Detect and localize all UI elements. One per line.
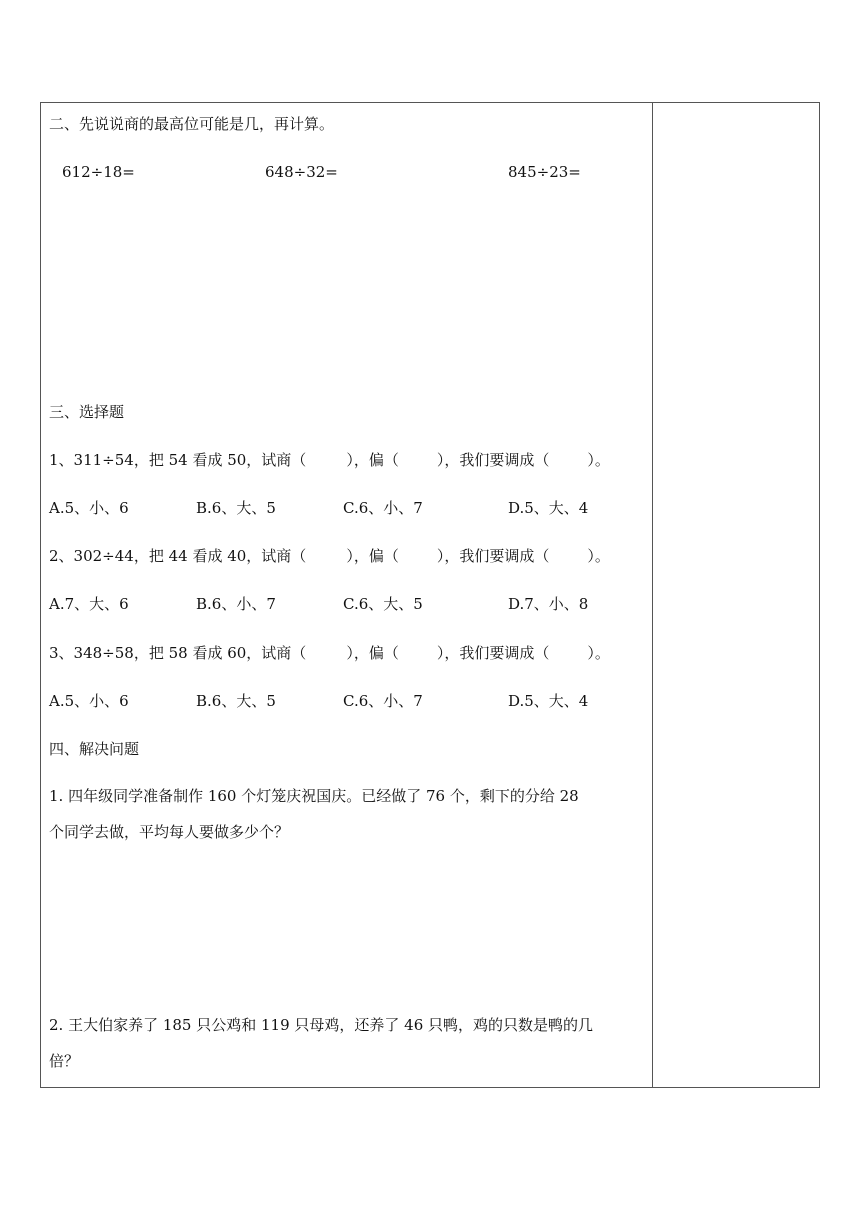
option-b: B.6、大、5 (196, 692, 276, 710)
question-stem-part: 1、311÷54，把 54 看成 50，试商（ (49, 451, 307, 469)
option-c: C.6、小、7 (343, 692, 423, 710)
option-b: B.6、大、5 (196, 499, 276, 517)
division-problem: 648÷32= (265, 163, 338, 181)
option-c: C.6、大、5 (343, 595, 423, 613)
side-notes-cell (654, 103, 819, 1087)
question-stem-part: ），我们要调成（ (436, 644, 550, 662)
question-stem-part: ）。 (587, 644, 610, 662)
question-stem-part: 3、348÷58，把 58 看成 60，试商（ (49, 644, 307, 662)
section-2-heading: 二、先说说商的最高位可能是几，再计算。 (49, 115, 335, 133)
word-problem-1-line-2: 个同学去做，平均每人要做多少个？ (49, 823, 290, 841)
option-d: D.5、大、4 (508, 499, 589, 517)
option-d: D.7、小、8 (508, 595, 589, 613)
option-a: A.5、小、6 (49, 692, 129, 710)
section-3-heading: 三、选择题 (49, 403, 125, 421)
question-stem-part: ）。 (587, 547, 610, 565)
question-stem-part: ），偏（ (346, 644, 399, 662)
choice-question-1 (49, 450, 610, 470)
division-problem: 845÷23= (508, 163, 581, 181)
word-problem-2-line-1: 2. 王大伯家养了 185 只公鸡和 119 只母鸡，还养了 46 只鸭，鸡的只数是鸭的几 (49, 1016, 594, 1034)
question-stem-part: 2、302÷44，把 44 看成 40，试商（ (49, 547, 307, 565)
option-c: C.6、小、7 (343, 499, 423, 517)
question-stem-part: ）。 (587, 451, 610, 469)
question-stem-part: ），偏（ (346, 547, 399, 565)
question-stem-part: ），偏（ (346, 451, 399, 469)
question-stem-part: ），我们要调成（ (436, 547, 550, 565)
section-4-heading: 四、解决问题 (49, 740, 140, 758)
choice-question-2 (49, 546, 610, 566)
worksheet-table (40, 102, 820, 1088)
option-d: D.5、大、4 (508, 692, 589, 710)
option-a: A.7、大、6 (49, 595, 129, 613)
main-content-cell (41, 103, 653, 1087)
option-a: A.5、小、6 (49, 499, 129, 517)
question-stem-part: ），我们要调成（ (436, 451, 550, 469)
word-problem-2-line-2: 倍？ (49, 1052, 80, 1070)
word-problem-1-line-1: 1. 四年级同学准备制作 160 个灯笼庆祝国庆。已经做了 76 个，剩下的分给 28 (49, 787, 579, 805)
division-problem: 612÷18= (62, 163, 135, 181)
choice-question-3 (49, 643, 610, 663)
option-b: B.6、小、7 (196, 595, 276, 613)
